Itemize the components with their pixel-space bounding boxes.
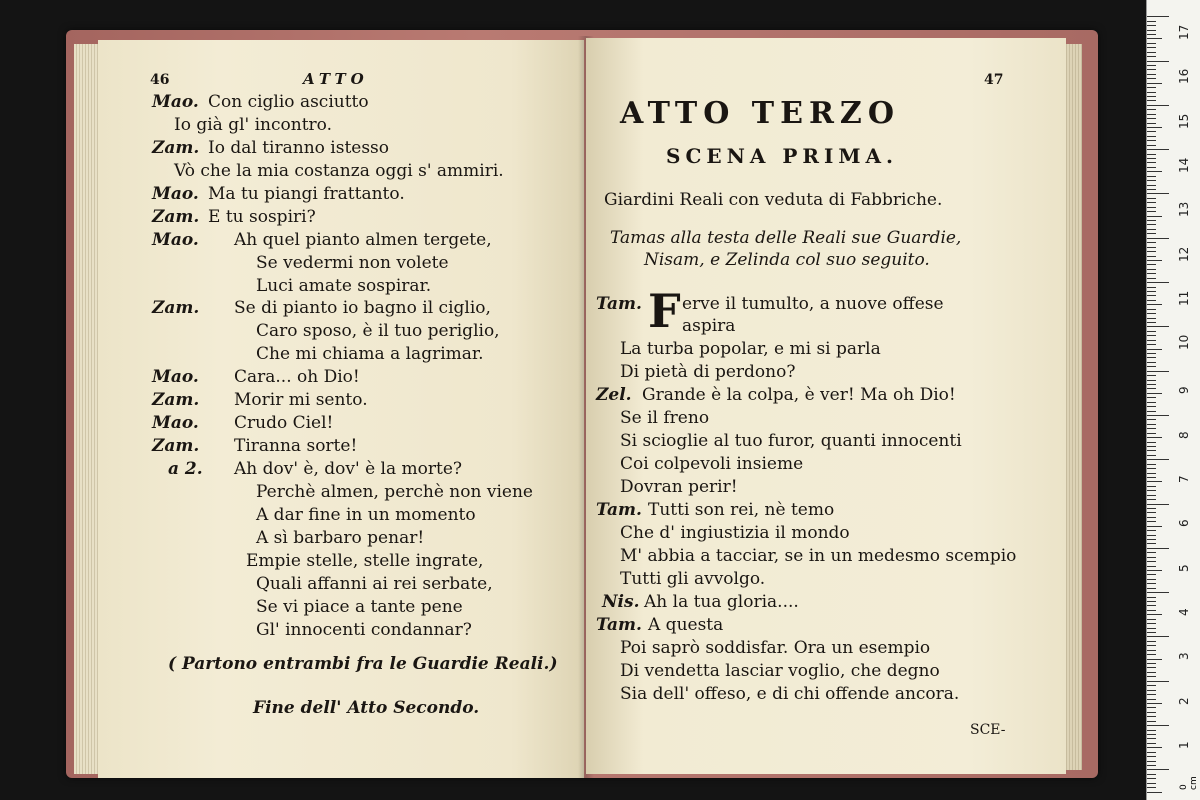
verse-line: Cara... oh Dio!: [234, 367, 360, 387]
ruler-tick: [1147, 145, 1156, 146]
ruler-tick: [1147, 685, 1156, 686]
ruler-tick: [1147, 326, 1169, 327]
ruler-tick: [1147, 366, 1156, 367]
ruler-tick: [1147, 761, 1156, 762]
ruler-number: 1: [1177, 741, 1191, 749]
ruler-tick: [1147, 185, 1156, 186]
ruler-tick: [1147, 535, 1156, 536]
right-page: [586, 38, 1066, 774]
ruler-tick: [1147, 158, 1156, 159]
ruler-tick: [1147, 597, 1156, 598]
page-edges-right: [1064, 44, 1082, 770]
verse-line: Se vedermi non volete: [256, 253, 449, 273]
ruler-tick: [1147, 512, 1156, 513]
ruler-tick: [1147, 256, 1156, 257]
ruler-tick: [1147, 481, 1162, 482]
ruler-tick: [1147, 238, 1169, 239]
ruler-number: 4: [1177, 608, 1191, 616]
ruler-number: 13: [1177, 201, 1191, 218]
ruler-tick: [1147, 743, 1156, 744]
ruler-tick: [1147, 69, 1156, 70]
ruler-tick: [1147, 557, 1156, 558]
ruler-tick: [1147, 375, 1156, 376]
ruler-tick: [1147, 459, 1169, 460]
running-head: ATTO: [303, 70, 369, 88]
ruler-tick: [1147, 349, 1162, 350]
ruler-tick: [1147, 636, 1169, 637]
ruler-tick: [1147, 92, 1156, 93]
ruler-number: 8: [1177, 431, 1191, 439]
ruler-tick: [1147, 393, 1162, 394]
catchword: SCE-: [970, 722, 1006, 738]
ruler-tick: [1147, 628, 1156, 629]
ruler-tick: [1147, 78, 1156, 79]
ruler-tick: [1147, 716, 1156, 717]
ruler-tick: [1147, 282, 1169, 283]
ruler-tick: [1147, 614, 1162, 615]
act-title: ATTO TERZO: [620, 96, 900, 131]
ruler-tick: [1147, 473, 1156, 474]
ruler-tick: [1147, 362, 1156, 363]
left-page: [98, 40, 584, 778]
ruler-tick: [1147, 207, 1156, 208]
ruler-tick: [1147, 610, 1156, 611]
ruler-number: 16: [1177, 69, 1191, 85]
speaker: Zam.: [152, 298, 200, 318]
verse-line: Caro sposo, è il tuo periglio,: [256, 321, 500, 341]
ruler-tick: [1147, 450, 1156, 451]
ruler-tick: [1147, 548, 1169, 549]
ruler-tick: [1147, 521, 1156, 522]
ruler-tick: [1147, 499, 1156, 500]
stage-direction: ( Partono entrambi fra le Guardie Reali.): [168, 654, 558, 674]
ruler-tick: [1147, 43, 1156, 44]
ruler-tick: [1147, 707, 1156, 708]
verse-line: La turba popolar, e mi si parla: [620, 339, 881, 359]
ruler-tick: [1147, 654, 1156, 655]
speaker: Zel.: [596, 385, 632, 405]
ruler-tick: [1147, 180, 1156, 181]
verse-line: Dovran perir!: [620, 477, 738, 497]
ruler-tick: [1147, 176, 1156, 177]
verse-line: Ma tu piangi frattanto.: [208, 184, 405, 204]
ruler-tick: [1147, 583, 1156, 584]
speaker: Mao.: [152, 413, 199, 433]
ruler-tick: [1147, 264, 1156, 265]
verse-line: Vò che la mia costanza oggi s' ammiri.: [174, 161, 504, 181]
verse-line: Gl' innocenti condannar?: [256, 620, 472, 640]
ruler-tick: [1147, 690, 1156, 691]
ruler-tick: [1147, 769, 1169, 770]
scene-setting: Giardini Reali con veduta di Fabbriche.: [604, 190, 943, 210]
ruler-tick: [1147, 189, 1156, 190]
ruler-number: 10: [1177, 334, 1191, 351]
ruler-tick: [1147, 340, 1156, 341]
ruler-tick: [1147, 543, 1156, 544]
ruler-tick: [1147, 331, 1156, 332]
ruler-tick: [1147, 464, 1156, 465]
verse-line: Io dal tiranno istesso: [208, 138, 390, 158]
ruler-tick: [1147, 291, 1156, 292]
ruler-tick: [1147, 517, 1156, 518]
verse-line: Coi colpevoli insieme: [620, 454, 804, 474]
ruler-tick: [1147, 468, 1156, 469]
ruler-tick: [1147, 109, 1156, 110]
ruler-tick: [1147, 193, 1169, 194]
verse-line: M' abbia a tacciar, se in un medesmo scempio: [620, 546, 1017, 566]
verse-line: Che mi chiama a lagrimar.: [256, 344, 484, 364]
ruler-tick: [1147, 100, 1156, 101]
ruler-tick: [1147, 783, 1156, 784]
ruler-tick: [1147, 721, 1156, 722]
verse-line: Poi saprò soddisfar. Ora un esempio: [620, 638, 931, 658]
ruler-tick: [1147, 428, 1156, 429]
ruler-tick: [1147, 74, 1156, 75]
ruler-tick: [1147, 16, 1169, 17]
ruler-tick: [1147, 455, 1156, 456]
ruler-tick: [1147, 96, 1156, 97]
verse-line: Tiranna sorte!: [234, 436, 358, 456]
verse-line: Sia dell' offeso, e di chi offende ancora.: [620, 684, 960, 704]
ruler-tick: [1147, 787, 1156, 788]
speaker: Zam.: [152, 207, 200, 227]
ruler-number: 5: [1177, 563, 1191, 572]
ruler-tick: [1147, 539, 1156, 540]
ruler-number: 14: [1177, 157, 1191, 173]
verse-line: Se il freno: [620, 408, 710, 428]
verse-line: E tu sospiri?: [208, 207, 316, 227]
verse-line: Quali affanni ai rei serbate,: [256, 574, 493, 594]
ruler-tick: [1147, 127, 1162, 128]
verse-line: A questa: [648, 615, 724, 635]
ruler-tick: [1147, 34, 1156, 35]
speaker: Tam.: [596, 294, 642, 314]
ruler-tick: [1147, 52, 1156, 53]
ruler-tick: [1147, 406, 1156, 407]
ruler-number: 2: [1177, 696, 1191, 705]
ruler-tick: [1147, 411, 1156, 412]
stage-direction: Nisam, e Zelinda col suo seguito.: [644, 250, 930, 270]
ruler-tick: [1147, 641, 1156, 642]
speaker: Mao.: [152, 367, 199, 387]
ruler-tick: [1147, 322, 1156, 323]
page-number: 47: [984, 72, 1004, 88]
ruler-tick: [1147, 388, 1156, 389]
ruler-tick: [1147, 154, 1156, 155]
ruler-number: 9: [1177, 386, 1191, 395]
verse-line: Con ciglio asciutto: [208, 92, 369, 112]
ruler-tick: [1147, 508, 1156, 509]
ruler-tick: [1147, 765, 1156, 766]
ruler-tick: [1147, 353, 1156, 354]
ruler-number: 15: [1177, 113, 1191, 129]
ruler-tick: [1147, 384, 1156, 385]
speaker: Mao.: [152, 184, 199, 204]
ruler-tick: [1147, 47, 1156, 48]
ruler-tick: [1147, 433, 1156, 434]
ruler-tick: [1147, 623, 1156, 624]
speaker: a 2.: [168, 459, 203, 479]
ruler-tick: [1147, 667, 1156, 668]
ruler-tick: [1147, 344, 1156, 345]
ruler-tick: [1147, 140, 1156, 141]
act-end-note: Fine dell' Atto Secondo.: [253, 698, 480, 718]
speaker: Zam.: [152, 138, 200, 158]
ruler-number: 17: [1177, 24, 1191, 40]
ruler-tick: [1147, 318, 1156, 319]
ruler-tick: [1147, 725, 1169, 726]
ruler-tick: [1147, 561, 1156, 562]
ruler-tick: [1147, 632, 1156, 633]
ruler-number: 11: [1177, 290, 1191, 306]
ruler-tick: [1147, 424, 1156, 425]
verse-line: Di pietà di perdono?: [620, 362, 796, 382]
ruler-tick: [1147, 747, 1162, 748]
scene-title: SCENA PRIMA.: [666, 144, 899, 168]
ruler-tick: [1147, 676, 1156, 677]
ruler-tick: [1147, 530, 1156, 531]
ruler-tick: [1147, 371, 1169, 372]
ruler-tick: [1147, 136, 1156, 137]
ruler-tick: [1147, 278, 1156, 279]
ruler-tick: [1147, 114, 1156, 115]
verse-line: Crudo Ciel!: [234, 413, 334, 433]
ruler-tick: [1147, 198, 1156, 199]
ruler-tick: [1147, 592, 1169, 593]
speaker: Tam.: [596, 615, 642, 635]
ruler-tick: [1147, 304, 1162, 305]
ruler-tick: [1147, 402, 1156, 403]
ruler-tick: [1147, 504, 1169, 505]
ruler-tick: [1147, 295, 1156, 296]
ruler-tick: [1147, 774, 1156, 775]
ruler-tick: [1147, 247, 1156, 248]
ruler-tick: [1147, 552, 1156, 553]
ruler-tick: [1147, 224, 1156, 225]
ruler-tick: [1147, 233, 1156, 234]
ruler-tick: [1147, 442, 1156, 443]
speaker: Nis.: [602, 592, 640, 612]
ruler-tick: [1147, 220, 1156, 221]
ruler-tick: [1147, 588, 1156, 589]
verse-line: Ah quel pianto almen tergete,: [234, 230, 492, 250]
ruler-number: 12: [1177, 246, 1191, 262]
ruler-tick: [1147, 446, 1156, 447]
ruler-tick: [1147, 56, 1156, 57]
ruler-tick: [1147, 211, 1156, 212]
ruler-tick: [1147, 486, 1156, 487]
ruler-tick: [1147, 619, 1156, 620]
verse-line: Se vi piace a tante pene: [256, 597, 463, 617]
ruler-tick: [1147, 699, 1156, 700]
verse-line: aspira: [682, 316, 736, 336]
ruler-tick: [1147, 579, 1156, 580]
ruler-tick: [1147, 30, 1156, 31]
ruler-tick: [1147, 437, 1162, 438]
verse-line: Ah la tua gloria....: [644, 592, 799, 612]
ruler-tick: [1147, 415, 1169, 416]
ruler-tick: [1147, 273, 1156, 274]
ruler-number: 7: [1177, 475, 1191, 483]
ruler-tick: [1147, 694, 1156, 695]
ruler-tick: [1147, 131, 1156, 132]
speaker: Tam.: [596, 500, 642, 520]
speaker: Mao.: [152, 230, 199, 250]
verse-line: Io già gl' incontro.: [174, 115, 332, 135]
ruler-tick: [1147, 242, 1156, 243]
ruler-tick: [1147, 21, 1156, 22]
ruler-tick: [1147, 397, 1156, 398]
ruler-tick: [1147, 87, 1156, 88]
ruler-tick: [1147, 335, 1156, 336]
ruler-tick: [1147, 605, 1156, 606]
verse-line: Ah dov' è, dov' è la morte?: [234, 459, 463, 479]
verse-line: Che d' ingiustizia il mondo: [620, 523, 850, 543]
ruler-tick: [1147, 730, 1156, 731]
ruler-tick: [1147, 570, 1162, 571]
ruler-tick: [1147, 526, 1162, 527]
ruler-unit: 0 cm: [1179, 776, 1199, 790]
verse-line: Tutti son rei, nè temo: [648, 500, 835, 520]
ruler-tick: [1147, 645, 1156, 646]
ruler-tick: [1147, 61, 1169, 62]
verse-line: erve il tumulto, a nuove offese: [682, 294, 944, 314]
ruler-tick: [1147, 419, 1156, 420]
ruler-tick: [1147, 309, 1156, 310]
ruler-tick: [1147, 681, 1169, 682]
page-number: 46: [150, 72, 170, 88]
verse-line: Di vendetta lasciar voglio, che degno: [620, 661, 940, 681]
ruler-number: 6: [1177, 519, 1191, 528]
ruler-tick: [1147, 171, 1162, 172]
ruler-tick: [1147, 313, 1156, 314]
ruler-tick: [1147, 477, 1156, 478]
ruler-tick: [1147, 202, 1156, 203]
ruler-tick: [1147, 734, 1156, 735]
ruler-tick: [1147, 752, 1156, 753]
ruler-tick: [1147, 25, 1156, 26]
measuring-ruler: [1146, 0, 1200, 800]
ruler-tick: [1147, 650, 1156, 651]
ruler-tick: [1147, 118, 1156, 119]
ruler-tick: [1147, 756, 1156, 757]
ruler-tick: [1147, 566, 1156, 567]
verse-line: Perchè almen, perchè non viene: [256, 482, 533, 502]
ruler-tick: [1147, 495, 1156, 496]
page-edges-left: [74, 44, 100, 774]
ruler-tick: [1147, 778, 1156, 779]
speaker: Mao.: [152, 92, 199, 112]
ruler-tick: [1147, 65, 1156, 66]
ruler-tick: [1147, 792, 1162, 793]
ruler-tick: [1147, 712, 1156, 713]
ruler-tick: [1147, 659, 1162, 660]
ruler-tick: [1147, 380, 1156, 381]
ruler-tick: [1147, 601, 1156, 602]
drop-cap: F: [648, 284, 681, 338]
verse-line: Empie stelle, stelle ingrate,: [246, 551, 484, 571]
verse-line: Si scioglie al tuo furor, quanti innocenti: [620, 431, 962, 451]
verse-line: Se di pianto io bagno il ciglio,: [234, 298, 491, 318]
ruler-tick: [1147, 663, 1156, 664]
ruler-tick: [1147, 703, 1162, 704]
ruler-tick: [1147, 260, 1162, 261]
ruler-number: 3: [1177, 652, 1191, 661]
ruler-tick: [1147, 357, 1156, 358]
ruler-tick: [1147, 167, 1156, 168]
ruler-tick: [1147, 38, 1162, 39]
ruler-tick: [1147, 738, 1156, 739]
verse-line: A dar fine in un momento: [256, 505, 476, 525]
verse-line: Grande è la colpa, è ver! Ma oh Dio!: [642, 385, 956, 405]
ruler-tick: [1147, 251, 1156, 252]
speaker: Zam.: [152, 390, 200, 410]
ruler-tick: [1147, 123, 1156, 124]
ruler-tick: [1147, 105, 1169, 106]
verse-line: Luci amate sospirar.: [256, 276, 432, 296]
verse-line: Tutti gli avvolgo.: [620, 569, 766, 589]
ruler-tick: [1147, 269, 1156, 270]
speaker: Zam.: [152, 436, 200, 456]
verse-line: Morir mi sento.: [234, 390, 368, 410]
ruler-tick: [1147, 83, 1162, 84]
ruler-tick: [1147, 149, 1169, 150]
ruler-tick: [1147, 287, 1156, 288]
ruler-tick: [1147, 574, 1156, 575]
verse-line: A sì barbaro penar!: [256, 528, 425, 548]
ruler-tick: [1147, 162, 1156, 163]
ruler-tick: [1147, 300, 1156, 301]
ruler-tick: [1147, 229, 1156, 230]
ruler-tick: [1147, 672, 1156, 673]
ruler-tick: [1147, 490, 1156, 491]
ruler-tick: [1147, 216, 1162, 217]
stage-direction: Tamas alla testa delle Reali sue Guardie,: [610, 228, 962, 248]
